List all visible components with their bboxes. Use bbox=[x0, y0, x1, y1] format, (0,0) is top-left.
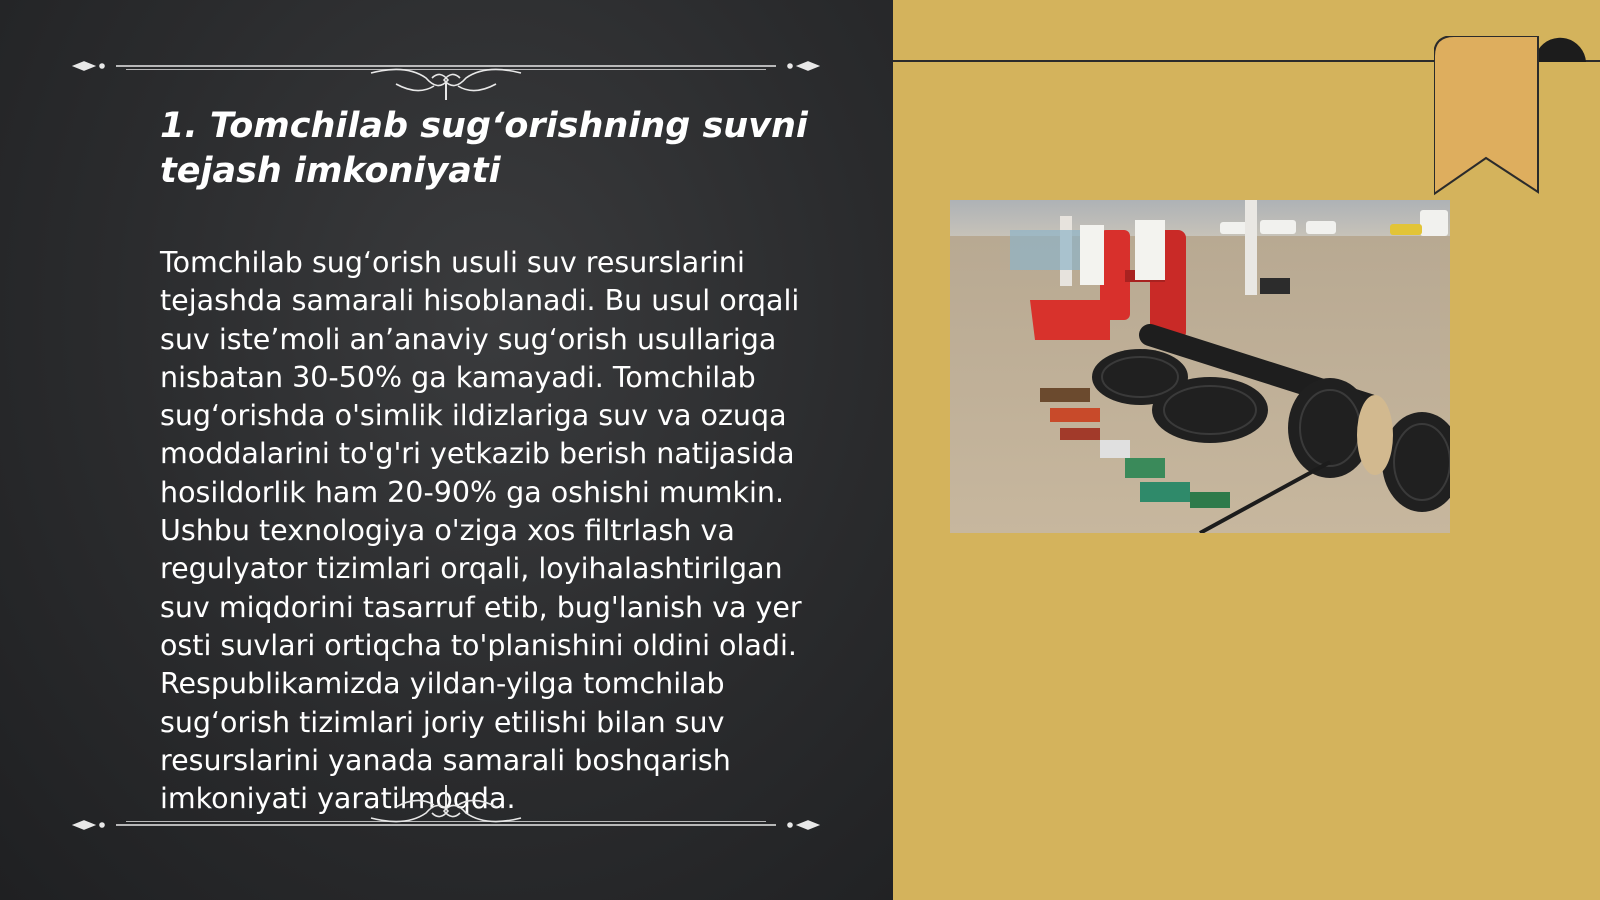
slide-body-text: Tomchilab sugʻorish usuli suv resurslarini tejashda samarali hisoblanadi. Bu usul orqali suv isteʼmoli anʼanaviy sugʻorish usullariga nisbatan 30-50% ga kamayadi. Tomchilab sugʻorishda o'simlik ildizlariga suv va ozuqa moddalarini to'g'ri yetkazib berish natijasida hosildorlik ham 20-90% ga oshishi mumkin. Ushbu texnologiya o'ziga xos filtrlash va regulyator tizimlari orqali, loyihalashtirilgan suv miqdorini tasarruf etib, bug'lanish va yer osti suvlari ortiqcha to'planishini oldini oladi. Respublikamizda yildan-yilga tomchilab sugʻorish tizimlari joriy etilishi bilan suv resurslarini yanada samarali boshqarish imkoniyati yaratilmoqda. bbox=[160, 246, 802, 816]
top-ornament-divider bbox=[66, 40, 826, 100]
bottom-ornament-divider bbox=[66, 775, 826, 835]
slide-title: 1. Tomchilab sugʻorishning suvni tejash imkoniyati bbox=[160, 106, 808, 191]
drip-irrigation-equipment-photo bbox=[950, 200, 1450, 533]
bookmark-ribbon-icon bbox=[1434, 36, 1586, 198]
